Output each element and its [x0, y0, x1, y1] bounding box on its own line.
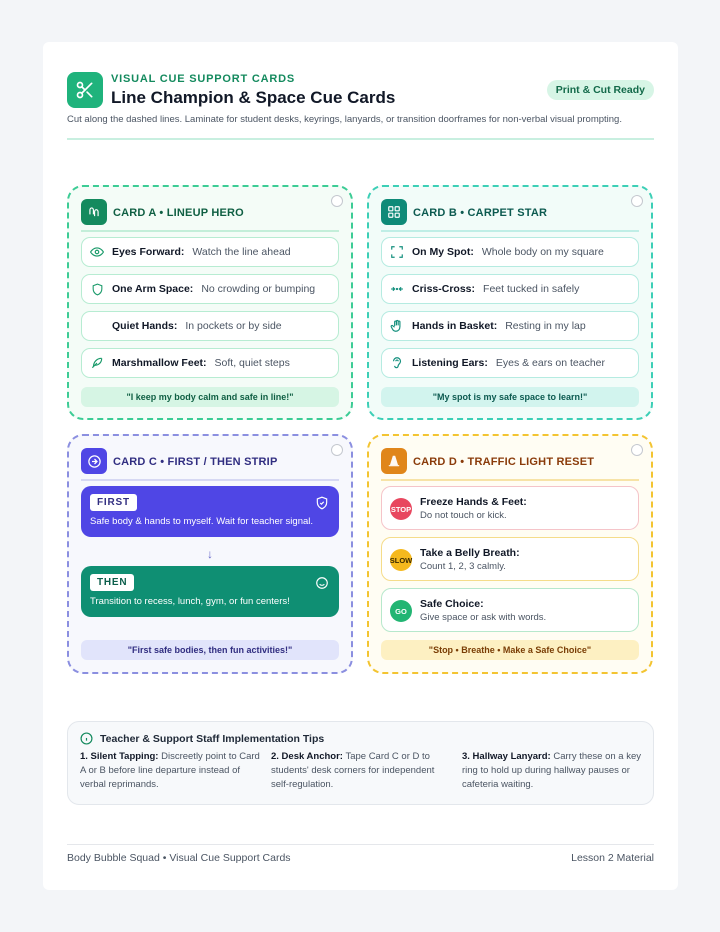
card-divider: [381, 230, 639, 232]
punch-hole: [631, 444, 643, 456]
card-divider: [81, 479, 339, 481]
feather-icon: [90, 356, 104, 370]
row-text: Resting in my lap: [505, 320, 586, 332]
footer-right: Lesson 2 Material: [571, 852, 654, 864]
card-a-row-eyes: [81, 237, 339, 267]
light-label: Safe Choice:: [420, 598, 484, 610]
card-a-quote: "I keep my body calm and safe in line!": [81, 387, 339, 407]
eye-icon: [90, 245, 104, 259]
traffic-cone-icon: [381, 448, 407, 474]
row-text: No crowding or bumping: [201, 283, 316, 295]
footer-left: Body Bubble Squad • Visual Cue Support Cards: [67, 852, 291, 864]
card-b-carpet-star: [367, 185, 653, 420]
card-divider: [81, 230, 339, 232]
card-c-title: CARD C • FIRST / THEN STRIP: [113, 456, 278, 468]
row-label: Hands in Basket:: [412, 320, 498, 332]
hand-icon: [390, 319, 404, 333]
stop-row: [381, 486, 639, 530]
first-text: Safe body & hands to myself. Wait for teacher signal.: [90, 516, 314, 527]
card-a-row-arm-space: [81, 274, 339, 304]
smile-icon: [315, 576, 329, 590]
card-b-row-criss-cross: [381, 274, 639, 304]
tip-3: [462, 750, 642, 792]
go-sign: GO: [390, 600, 412, 622]
card-a-row-quiet-hands: [81, 311, 339, 341]
row-label: Listening Ears:: [412, 357, 488, 369]
card-a-row-marshmallow-feet: [81, 348, 339, 378]
row-text: Soft, quiet steps: [214, 357, 290, 369]
row-label: Marshmallow Feet:: [112, 357, 207, 369]
stop-sign: STOP: [390, 498, 412, 520]
arrow-right-circle-icon: [81, 448, 107, 474]
footer-divider: [67, 844, 654, 845]
tip-1: [80, 750, 260, 792]
row-text: Eyes & ears on teacher: [495, 357, 606, 369]
card-b-quote: "My spot is my safe space to learn!": [381, 387, 639, 407]
blank-icon: [90, 319, 104, 333]
row-label: On My Spot:: [412, 246, 474, 258]
ear-icon: [390, 356, 404, 370]
light-label: Take a Belly Breath:: [420, 547, 520, 559]
then-step: [81, 566, 339, 617]
header-kicker: VISUAL CUE SUPPORT CARDS: [111, 73, 296, 85]
card-a-title: CARD A • LINEUP HERO: [113, 207, 244, 219]
row-text: Whole body on my square: [481, 246, 604, 258]
go-row: [381, 588, 639, 632]
card-b-title: CARD B • CARPET STAR: [413, 207, 548, 219]
arrow-down-icon: ↓: [207, 547, 213, 561]
card-b-row-hands-basket: [381, 311, 639, 341]
punch-hole: [331, 195, 343, 207]
page-subtitle: Cut along the dashed lines. Laminate for student desks, keyrings, lanyards, or transition doorframes for non-verbal visual prompting.: [67, 114, 622, 125]
header-divider: [67, 138, 654, 140]
row-text: Watch the line ahead: [192, 246, 291, 258]
card-b-row-listening-ears: [381, 348, 639, 378]
row-label: Eyes Forward:: [112, 246, 185, 258]
first-tag: FIRST: [90, 494, 137, 511]
shield-icon: [90, 282, 104, 296]
tip-text: Tape Card C or D to students' desk corners for independent self-regulation.: [271, 751, 435, 790]
row-label: Quiet Hands:: [112, 320, 178, 332]
tips-title: Teacher & Support Staff Implementation Tips: [100, 732, 325, 745]
first-step: [81, 486, 339, 537]
punch-hole: [631, 195, 643, 207]
row-text: Feet tucked in safely: [483, 283, 580, 295]
print-ready-badge: Print & Cut Ready: [547, 80, 654, 100]
light-text: Give space or ask with words.: [420, 612, 547, 623]
punch-hole: [331, 444, 343, 456]
row-label: One Arm Space:: [112, 283, 194, 295]
row-text: In pockets or by side: [185, 320, 282, 332]
card-a-lineup-hero: [67, 185, 353, 420]
light-label: Freeze Hands & Feet:: [420, 496, 527, 508]
compress-arrows-icon: [390, 282, 404, 296]
staff-tips-panel: [67, 721, 654, 805]
tip-label: 2. Desk Anchor:: [271, 751, 343, 762]
card-d-traffic-light: [367, 434, 653, 674]
card-d-quote: "Stop • Breathe • Make a Safe Choice": [381, 640, 639, 660]
grid-icon: [381, 199, 407, 225]
then-tag: THEN: [90, 574, 134, 591]
card-d-title: CARD D • TRAFFIC LIGHT RESET: [413, 456, 595, 468]
tip-text: Discreetly point to Card A or B before line departure instead of verbal reprimands.: [80, 751, 260, 790]
slow-sign: SLOW: [390, 549, 412, 571]
shield-check-icon: [315, 496, 329, 510]
card-c-first-then: [67, 434, 353, 674]
tip-label: 1. Silent Tapping:: [80, 751, 159, 762]
tip-2: [271, 750, 451, 792]
card-b-row-my-spot: [381, 237, 639, 267]
tip-text: Carry these on a key ring to hold up during hallway pauses or cafeteria waiting.: [462, 751, 641, 790]
tip-label: 3. Hallway Lanyard:: [462, 751, 551, 762]
footprints-icon: [81, 199, 107, 225]
slow-row: [381, 537, 639, 581]
light-text: Do not touch or kick.: [420, 510, 507, 521]
card-c-quote: "First safe bodies, then fun activities!": [81, 640, 339, 660]
focus-frame-icon: [390, 245, 404, 259]
page-title: Line Champion & Space Cue Cards: [111, 88, 396, 107]
then-text: Transition to recess, lunch, gym, or fun centers!: [90, 596, 290, 607]
cue-card-sheet: [43, 42, 678, 890]
tips-heading: [80, 732, 324, 745]
row-label: Criss-Cross:: [412, 283, 476, 295]
info-icon: [80, 732, 93, 745]
scissors-icon: [67, 72, 103, 108]
light-text: Count 1, 2, 3 calmly.: [420, 561, 506, 572]
card-divider: [381, 479, 639, 481]
